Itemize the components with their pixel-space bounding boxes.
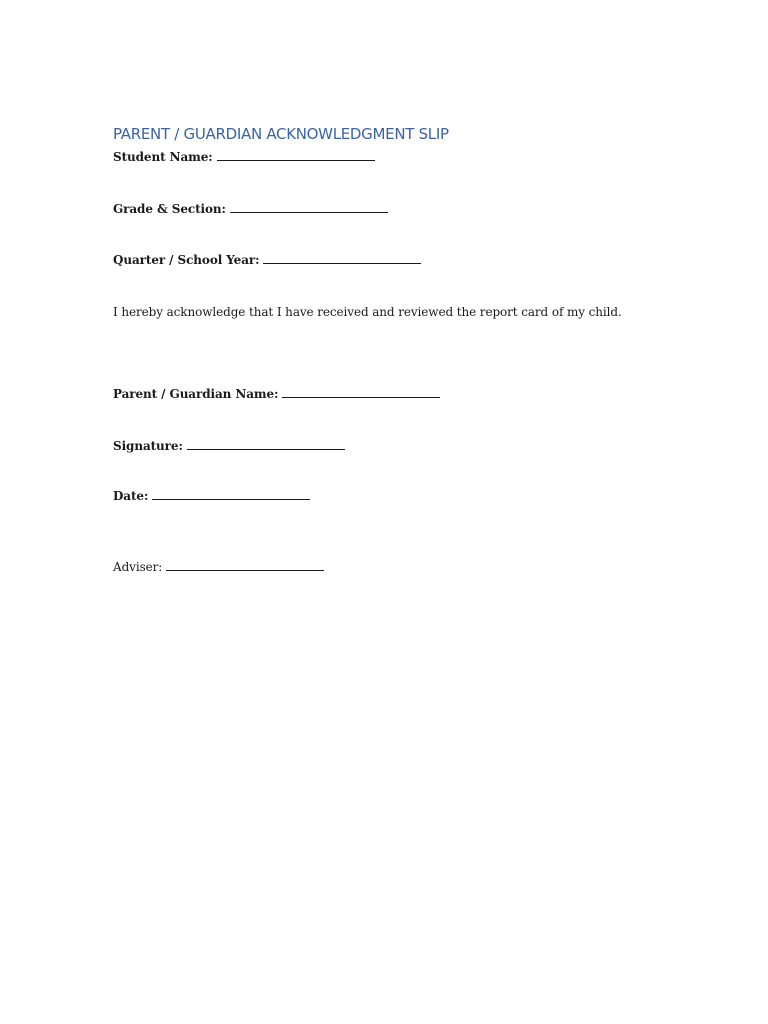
signature-blank[interactable]	[187, 439, 345, 450]
quarter-year-row	[113, 253, 421, 267]
parent-name-label: Parent / Guardian Name:	[113, 387, 279, 401]
adviser-row	[113, 560, 324, 574]
date-blank[interactable]	[152, 489, 310, 500]
acknowledgment-slip	[113, 0, 673, 1024]
quarter-year-label: Quarter / School Year:	[113, 253, 260, 267]
grade-section-row	[113, 202, 388, 216]
adviser-blank[interactable]	[166, 560, 324, 571]
page-title: PARENT / GUARDIAN ACKNOWLEDGMENT SLIP	[113, 125, 449, 143]
grade-section-blank[interactable]	[230, 202, 388, 213]
student-name-label: Student Name:	[113, 150, 213, 164]
student-name-blank[interactable]	[217, 150, 375, 161]
student-name-row	[113, 150, 375, 164]
quarter-year-blank[interactable]	[263, 253, 421, 264]
signature-row	[113, 439, 345, 453]
date-label: Date:	[113, 489, 149, 503]
adviser-label: Adviser:	[113, 560, 163, 574]
acknowledgment-statement: I hereby acknowledge that I have received and reviewed the report card of my child.	[113, 305, 622, 319]
grade-section-label: Grade & Section:	[113, 202, 226, 216]
parent-name-row	[113, 387, 440, 401]
parent-name-blank[interactable]	[282, 387, 440, 398]
date-row	[113, 489, 310, 503]
signature-label: Signature:	[113, 439, 183, 453]
